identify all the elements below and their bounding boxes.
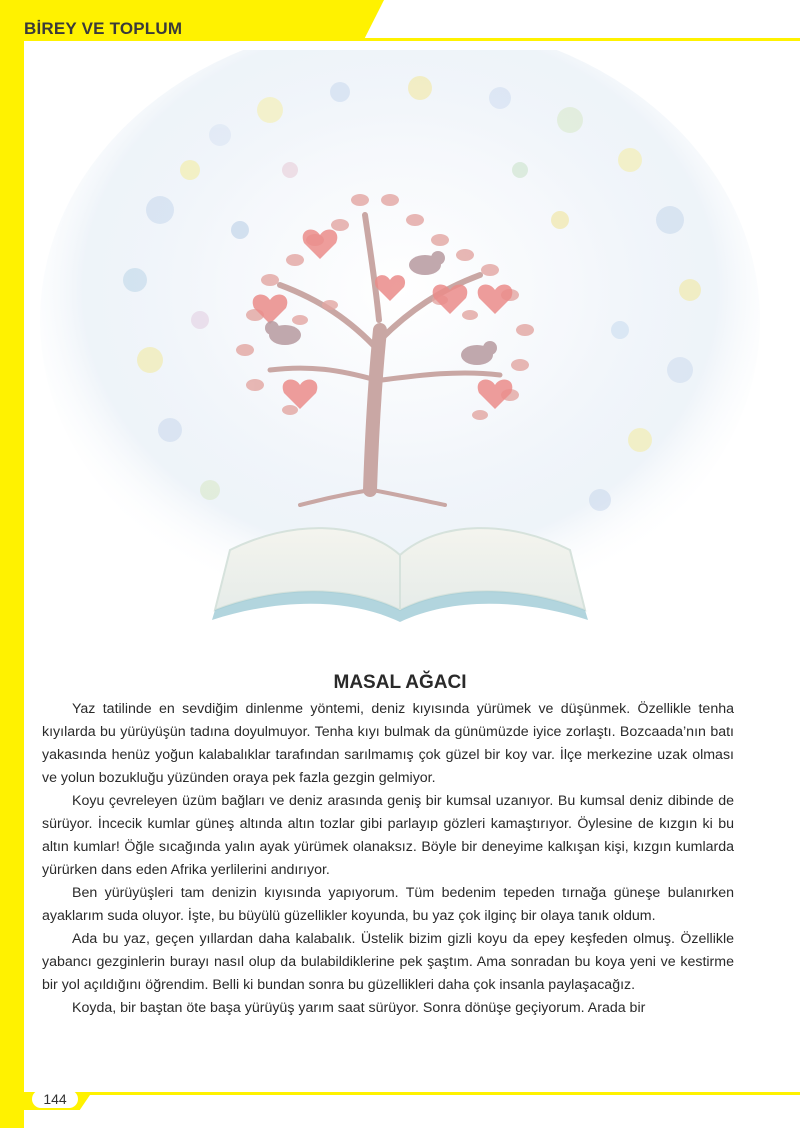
story-title: MASAL AĞACI — [333, 672, 467, 693]
page-number: 144 — [32, 1090, 78, 1108]
heart-tree-book-illustration — [40, 50, 760, 650]
paragraph: Ben yürüyüşleri tam denizin kıyısında yapıyorum. Tüm bedenim tepeden tırnağa güneşe bulanırken ayaklarım suda oluyor. İşte, bu büyülü güzellikler koyunda, bu yaz çok ilginç bir olaya tanık oldum. — [42, 885, 734, 924]
section-title: BİREY VE TOPLUM — [24, 19, 183, 38]
paragraph: Koyda, bir baştan öte başa yürüyüş yarım saat sürüyor. Sonra dönüşe geçiyorum. Arada bir — [72, 1000, 646, 1016]
left-accent-bar — [0, 0, 24, 1128]
footer-rule — [0, 1092, 800, 1095]
paragraph: Koyu çevreleyen üzüm bağları ve deniz arasında geniş bir kumsal uzanıyor. Bu kumsal deniz dibinde de sürüyor. İncecik kumlar güneş altında altın tozlar gibi parlayıp gözleri kamaştırıyor. Öylesine de kızgın ki bu altın kumlar! Öğle sıcağında yalın ayak yürümek olanaksız. Böyle bir deneyime kalkışan kişi, kızgın kumlarda yürürken dans eden Afrika yerlilerini andırıyor. — [42, 793, 734, 878]
story-body — [42, 698, 734, 1020]
paragraph: Ada bu yaz, geçen yıllardan daha kalabalık. Üstelik bizim gizli koyu da epey keşfeden olmuş. Özellikle yabancı gezginlerin burayı nasıl olup da bulabildiklerine pek şaştım. Ama sonradan bu koya yeni ve kestirme bir yol açıldığını öğrendim. Belli ki bundan sonra bu güzellikleri daha çok insanla paylaşacağız. — [42, 931, 734, 993]
paragraph: Yaz tatilinde en sevdiğim dinlenme yöntemi, deniz kıyısında yürümek ve düşünmek. Özellikle tenha kıyılarda bu yürüyüşün tadına doyulmuyor. Tenha kıyı bulmak da günümüzde iyice zorlaştı. Bozcaada’nın batı yakasında henüz yoğun kalabalıklar tarafından sarılmamış çok güzel bir koy var. İlçe merkezine uzak olması ve yolun bozukluğu yüzünden oraya pek fazla gezgin gelmiyor. — [42, 701, 734, 786]
